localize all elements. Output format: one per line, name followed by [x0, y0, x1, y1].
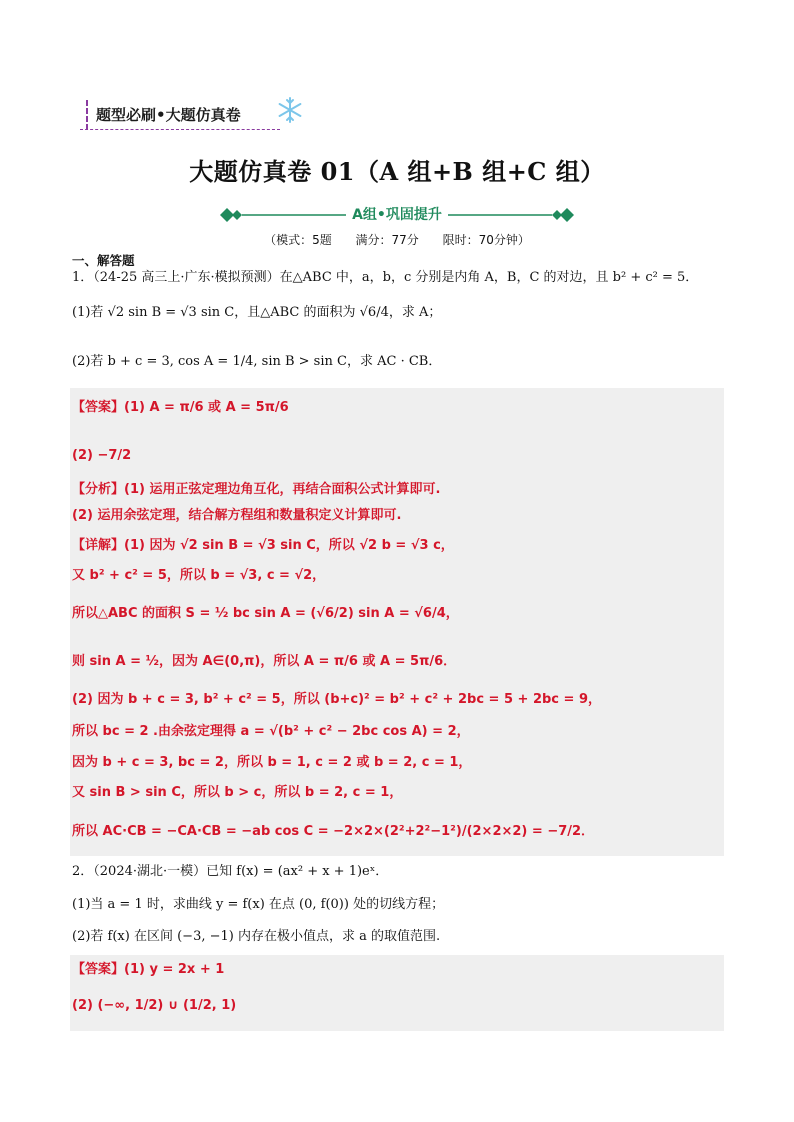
q1-detail6: 所以 bc = 2 .由余弦定理得 a = √(b² + c² − 2bc cos A) = 2， [72, 724, 470, 739]
q2-part2: (2)若 f(x) 在区间 (−3, −1) 内存在极小值点，求 a 的取值范围. [72, 929, 441, 944]
q1-detail8: 又 sin B > sin C，所以 b > c，所以 b = 2, c = 1， [72, 785, 403, 800]
q1-detail4: 则 sin A = ½，因为 A∈(0,π)，所以 A = π/6 或 A = 5π/6． [72, 654, 457, 669]
q1-detail7: 因为 b + c = 3, bc = 2，所以 b = 1, c = 2 或 b = 2, c = 1， [72, 755, 472, 770]
meta-time: 限时：70分钟） [442, 233, 530, 247]
section-heading: 一、解答题 [72, 253, 135, 268]
q2-answer1: 【答案】(1) y = 2x + 1 [72, 962, 225, 977]
q1-analysis1: 【分析】(1) 运用正弦定理边角互化，再结合面积公式计算即可. [72, 482, 441, 497]
q2-part1: (1)当 a = 1 时，求曲线 y = f(x) 在点 (0, f(0)) 处的切线方程； [72, 897, 445, 912]
q1-answer2: (2) −7/2 [72, 448, 132, 463]
q1-detail5: (2) 因为 b + c = 3, b² + c² = 5，所以 (b+c)² = b² + c² + 2bc = 5 + 2bc = 9， [72, 692, 602, 707]
header-tag: 题型必刷•大题仿真卷 [96, 106, 241, 124]
exam-meta [0, 231, 794, 248]
meta-mode: （模式：5题 [264, 233, 332, 247]
q1-detail2: 又 b² + c² = 5，所以 b = √3, c = √2， [72, 568, 326, 583]
page-title: 大题仿真卷 01（A 组+B 组+C 组） [189, 157, 605, 186]
q1-answer1: 【答案】(1) A = π/6 或 A = 5π/6 [72, 400, 289, 415]
q1-detail9: 所以 AC·CB = −CA·CB = −ab cos C = −2×2×(2²+2²−1²)/(2×2×2) = −7/2． [72, 824, 595, 839]
q2-stem: 2．（2024·湖北·一模）已知 f(x) = (ax² + x + 1)eˣ． [72, 864, 389, 879]
q1-part2: (2)若 b + c = 3, cos A = 1/4, sin B > sin C，求 AC · CB． [72, 354, 442, 369]
header-dashed-vertical [86, 100, 88, 130]
q1-detail1: 【详解】(1) 因为 √2 sin B = √3 sin C，所以 √2 b = √3 c， [72, 538, 454, 553]
header-dashed-horizontal [80, 129, 280, 130]
q1-analysis2: (2) 运用余弦定理，结合解方程组和数量积定义计算即可. [72, 508, 402, 523]
group-label: A组•巩固提升 [0, 204, 794, 226]
snowflake-icon [276, 96, 304, 124]
meta-score: 满分：77分 [355, 233, 419, 247]
q1-stem: 1．（24-25 高三上·广东·模拟预测）在△ABC 中，a，b，c 分别是内角 A，B，C 的对边，且 b² + c² = 5． [72, 270, 699, 285]
q2-answer2: (2) (−∞, 1/2) ∪ (1/2, 1) [72, 998, 237, 1013]
q1-detail3: 所以△ABC 的面积 S = ½ bc sin A = (√6/2) sin A = √6/4， [72, 606, 459, 621]
q1-part1: (1)若 √2 sin B = √3 sin C，且△ABC 的面积为 √6/4，求 A； [72, 305, 442, 320]
